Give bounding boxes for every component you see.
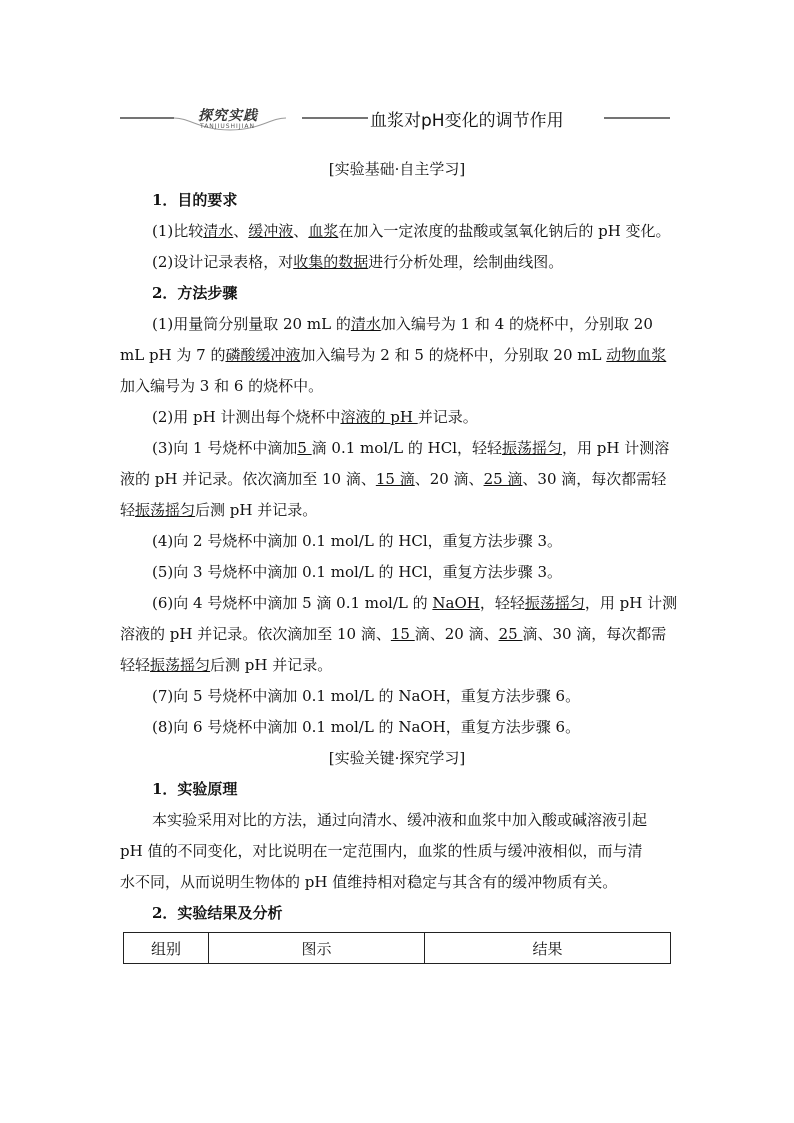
step-8: (8)向 6 号烧杯中滴加 0.1 mol/L 的 NaOH，重复方法步骤 6。	[152, 718, 581, 736]
result-heading: 2．实验结果及分析	[152, 904, 283, 922]
logo-subtext: TANJIUSHIJIAN	[200, 123, 255, 130]
header-group: 组别	[124, 933, 209, 964]
result-table	[123, 932, 671, 964]
goal-item-1: (1)比较清水、缓冲液、血浆在加入一定浓度的盐酸或氢氧化钠后的 pH 变化。	[152, 222, 671, 240]
logo-text: 探究实践	[198, 108, 258, 124]
goal-item-2: (2)设计记录表格，对收集的数据进行分析处理，绘制曲线图。	[152, 253, 564, 271]
topic-title: 血浆对pH变化的调节作用	[370, 111, 564, 131]
section-title-key: [实验关键·探究学习]	[328, 749, 466, 767]
header-result: 结果	[425, 933, 671, 964]
method-heading: 2．方法步骤	[152, 284, 238, 302]
step-4: (4)向 2 号烧杯中滴加 0.1 mol/L 的 HCl，重复方法步骤 3。	[152, 532, 562, 550]
goal-heading: 1．目的要求	[152, 191, 238, 209]
header-figure: 图示	[209, 933, 425, 964]
step-5: (5)向 3 号烧杯中滴加 0.1 mol/L 的 HCl，重复方法步骤 3。	[152, 563, 562, 581]
section-logo	[180, 104, 276, 134]
step-7: (7)向 5 号烧杯中滴加 0.1 mol/L 的 NaOH，重复方法步骤 6。	[152, 687, 581, 705]
principle-heading: 1．实验原理	[152, 780, 238, 798]
section-title-basics: [实验基础·自主学习]	[328, 160, 466, 178]
topic-header	[120, 104, 676, 134]
step-2: (2)用 pH 计测出每个烧杯中溶液的 pH 并记录。	[152, 408, 478, 426]
table-header-row	[124, 933, 671, 964]
